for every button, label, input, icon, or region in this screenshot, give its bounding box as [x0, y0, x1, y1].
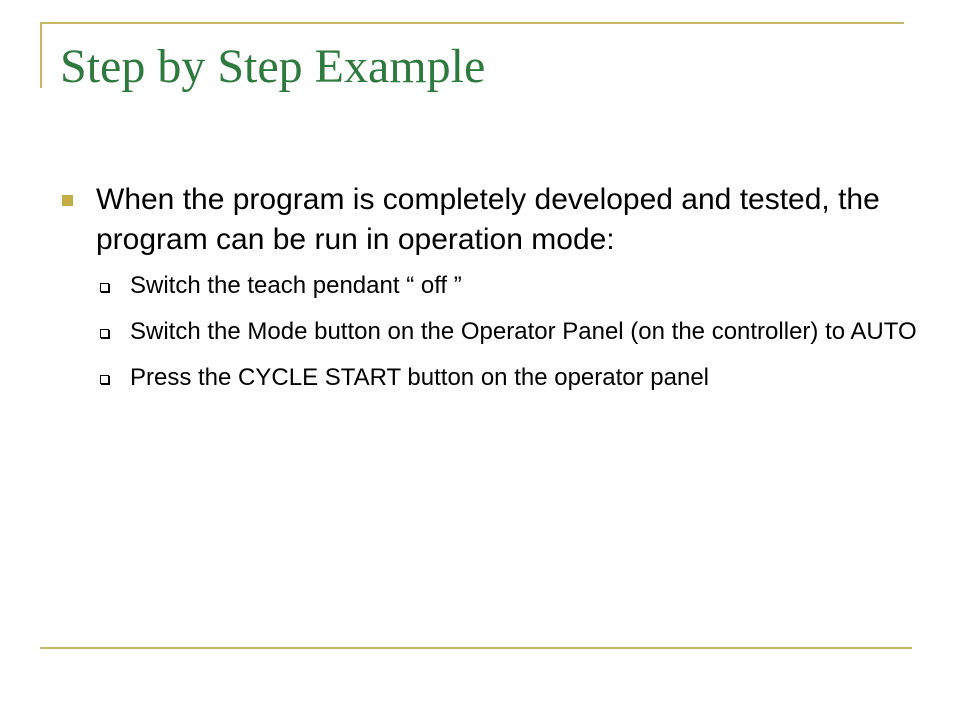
sub-bullet-text: Switch the Mode button on the Operator Panel (on the controller) to AUTO	[130, 318, 917, 345]
sub-bullet-text: Switch the teach pendant “ off ”	[130, 272, 462, 299]
hollow-square-bullet-icon	[100, 283, 109, 292]
main-bullet-text: When the program is completely developed and tested, the program can be run in operation mode:	[96, 183, 880, 256]
bottom-divider	[40, 647, 912, 649]
slide-title: Step by Step Example	[60, 40, 486, 93]
hollow-square-bullet-icon	[100, 329, 109, 338]
sub-bullet-list	[96, 270, 920, 394]
main-bullet-item	[60, 180, 920, 394]
sub-bullet-item	[96, 316, 920, 348]
sub-bullet-text: Press the CYCLE START button on the operator panel	[130, 364, 709, 391]
bullet-list	[60, 180, 920, 408]
left-accent-divider	[40, 22, 42, 88]
sub-bullet-item	[96, 362, 920, 394]
sub-bullet-item	[96, 270, 920, 302]
top-divider	[40, 22, 904, 24]
hollow-square-bullet-icon	[100, 375, 109, 384]
filled-square-bullet-icon	[62, 195, 73, 206]
